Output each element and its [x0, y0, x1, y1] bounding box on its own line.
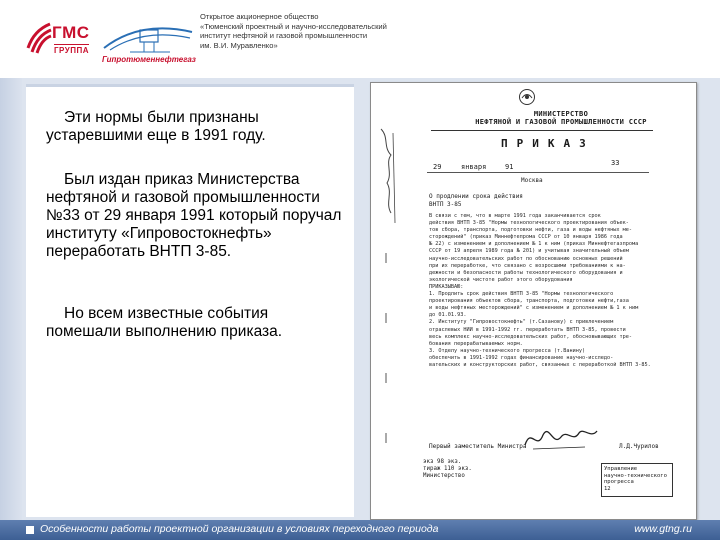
- institute-desc-line: институт нефтяной и газовой промышленности: [200, 31, 368, 41]
- document-body-line: тов сбора, транспорта, подготовки нефти, газа и воды нефтяных ме-: [429, 227, 633, 234]
- subject-line: ВНТП 3-85: [429, 200, 462, 208]
- document-body-line: обеспечить в 1991-1992 годах финансирование научно-исследо-: [429, 354, 614, 361]
- handwritten-signature-icon: [521, 417, 601, 457]
- institute-desc-line: «Тюменский проектный и научно-исследовательский: [200, 21, 387, 31]
- document-subject: [429, 193, 523, 208]
- handwritten-margin-note-icon: [377, 123, 399, 233]
- document-copies-note: [423, 459, 543, 480]
- gms-logo: [26, 20, 96, 66]
- document-body-line: дежности и безопасности работы технологического оборудования и: [429, 269, 623, 276]
- institute-desc-line: Открытое акционерное общество: [200, 12, 319, 21]
- document-body-line: В связи с тем, что в марте 1991 года заканчивается срок: [429, 213, 601, 219]
- document-ministry-header: [461, 110, 661, 126]
- header-rule: [431, 130, 653, 131]
- institute-desc-line: им. В.И. Муравленко»: [200, 40, 278, 50]
- document-date-month: января: [461, 163, 487, 171]
- document-body-line: до 01.01.93.: [429, 312, 467, 319]
- copies-line: Министерство: [423, 473, 465, 479]
- document-body-line: при их переработке, что связано с возросшими требованиями к на-: [429, 262, 626, 269]
- gms-logo-mark-icon: [26, 20, 52, 54]
- footer-bullet-icon: [26, 526, 34, 534]
- date-rule: [427, 172, 649, 173]
- ministry-line: НЕФТЯНОЙ И ГАЗОВОЙ ПРОМЫШЛЕННОСТИ СССР: [475, 118, 647, 126]
- document-body-line: действия ВНТП 3-85 "Нормы технологического проектирования объек-: [429, 220, 629, 227]
- stamp-line: научно-технического: [604, 472, 667, 479]
- document-registration-stamp: [601, 463, 673, 497]
- document-signer-name: Л.Д.Чурилов: [619, 443, 659, 450]
- paragraph-events: Но всем известные события помешали выполнению приказа.: [46, 305, 283, 340]
- content-area: [0, 78, 720, 520]
- document-body-line: и воды нефтяных месторождений" с изменением и дополнением № 1 к ним: [429, 305, 639, 312]
- document-body-line: научно-исследовательских работ по обоснованию основных решений: [429, 255, 623, 262]
- margin-marks-icon: [383, 253, 389, 463]
- document-body-line: СССР от 19 апреля 1989 года № 201) и учитывая значительный объем: [429, 248, 629, 255]
- document-body-line: сторождений" (приказ Миннефтепрома СССР от 10 января 1986 года: [429, 234, 623, 241]
- institute-logo-graphic-icon: [100, 18, 196, 56]
- document-body-line: экологической чистоте работ этого оборудования: [429, 276, 573, 283]
- stamp-line: 12: [604, 485, 611, 492]
- state-emblem-icon: [517, 88, 537, 106]
- document-date-year: 91: [505, 163, 514, 171]
- document-body-line: 2. Институту "Гипровостокнефть" (т.Сазанову) с привлечением: [429, 319, 614, 326]
- document-body-line: проектирования объектов сбора, транспорта, подготовки нефти,газа: [429, 298, 629, 305]
- stamp-line: Управление: [604, 466, 638, 472]
- paragraph-ministry-order: Был издан приказ Министерства нефтяной и газовой промышленности №33 от 29 января 1991 который поручал институту «Гипровостокнефть» переработать ВНТП 3-85.: [46, 171, 342, 260]
- document-body: [429, 213, 687, 369]
- copies-line: экз 98 экз.: [423, 459, 462, 465]
- subject-line: О продлении срока действия: [429, 193, 523, 200]
- document-body-line: № 22) с изменением и дополнением № 1 к ним (приказ Миннефтегазпрома: [429, 241, 639, 248]
- institute-logo-text: Гипротюменнефтегаз: [102, 55, 196, 64]
- document-signer-title: Первый заместитель Министра: [429, 443, 527, 450]
- institute-description: [200, 12, 430, 50]
- document-body-line: вательских и конструкторских работ, связанных с переработкой ВНТП 3-85.: [429, 361, 651, 368]
- document-date-day: 29: [433, 163, 442, 171]
- footer-url-link[interactable]: www.gtng.ru: [634, 523, 692, 535]
- document-title: ПРИКАЗ: [501, 137, 595, 150]
- left-decorative-stripe: [0, 78, 22, 520]
- document-body-line: бования перерабатываемых норм.: [429, 340, 523, 347]
- document-page: [371, 83, 696, 519]
- footer-bar: [0, 520, 720, 540]
- document-body-line: весь комплекс научно-исследовательских работ, обосновывающих тре-: [429, 333, 633, 340]
- copies-line: тираж 110 экз.: [423, 466, 472, 472]
- institute-logo: [100, 18, 196, 68]
- document-body-line: 3. Отделу научно-технического прогресса (т.Ванину): [429, 347, 586, 354]
- text-panel: [26, 84, 354, 517]
- ministry-line: МИНИСТЕРСТВО: [533, 110, 589, 118]
- document-city: Москва: [521, 177, 543, 184]
- header: [0, 0, 720, 78]
- footer-title: Особенности работы проектной организации в условиях переходного периода: [40, 523, 439, 535]
- stamp-line: прогресса: [604, 479, 634, 486]
- gms-logo-text: ГМС: [52, 23, 90, 42]
- document-body-line: 1. Продлить срок действия ВНТП 3-85 "Нормы технологического: [429, 291, 614, 298]
- paragraph-outdated-norms: Эти нормы были признаны устаревшими еще в 1991 году.: [46, 109, 266, 144]
- document-body-line: отраслевых НИИ в 1991-1992 гг. переработать ВНТП 3-85, провести: [429, 326, 626, 333]
- document-number: 33: [611, 159, 620, 167]
- document-body-line: ПРИКАЗЫВАЮ:: [429, 283, 464, 290]
- scanned-order-document: [370, 82, 697, 520]
- gms-logo-subtext: ГРУППА: [54, 46, 90, 55]
